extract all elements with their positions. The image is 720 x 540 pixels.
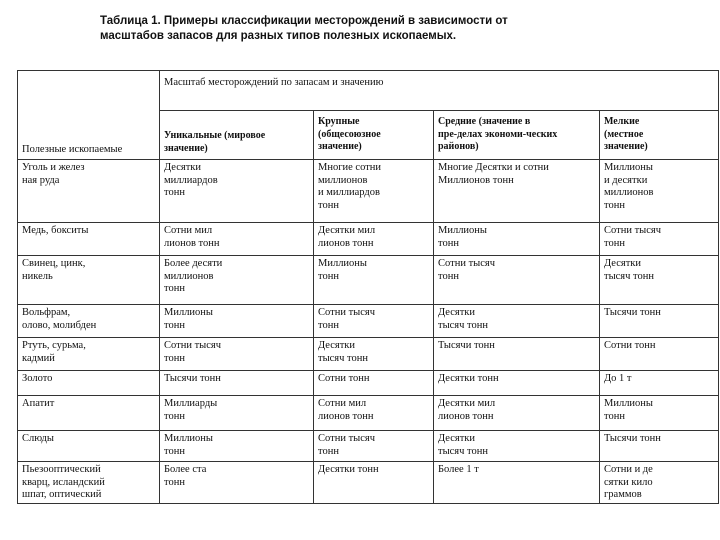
value-line: миллиардов — [164, 174, 218, 186]
table-row — [18, 431, 719, 462]
mineral-name-line: Свинец, цинк, — [22, 258, 86, 269]
mineral-name-line: кадмий — [22, 352, 55, 364]
value-line: тонн — [164, 283, 185, 294]
value-cell-unique — [160, 223, 314, 256]
value-cell-small — [600, 160, 719, 223]
mineral-cell — [18, 396, 160, 431]
value-line: Десятки — [604, 258, 642, 269]
value-line: лионов тонн — [164, 237, 220, 249]
mineral-name-line: Апатит — [22, 398, 55, 409]
column-header-unique — [160, 111, 314, 160]
value-line: лионов тонн — [438, 410, 494, 422]
mineral-name-line: олово, молибден — [22, 319, 97, 331]
value-line: Десятки мил — [318, 225, 376, 236]
deposit-classification-table — [17, 70, 719, 504]
value-cell-small — [600, 396, 719, 431]
value-cell-large — [314, 338, 434, 371]
value-cell-medium — [434, 256, 600, 305]
value-line: лионов тонн — [318, 237, 374, 249]
value-cell-large — [314, 431, 434, 462]
value-line: тонн — [164, 352, 185, 364]
value-cell-large — [314, 396, 434, 431]
mineral-name-line: шпат, оптический — [22, 489, 102, 500]
column-header-line: Средние (значение в — [438, 116, 531, 127]
value-line: Десятки — [164, 162, 202, 173]
mineral-cell — [18, 371, 160, 396]
value-line: Тысячи тонн — [164, 373, 221, 384]
value-line: тысяч тонн — [604, 270, 654, 282]
mineral-name-line: Ртуть, сурьма, — [22, 340, 86, 351]
minerals-header: Полезные ископаемые — [22, 143, 123, 155]
scale-header-cell — [160, 71, 719, 111]
value-cell-small — [600, 462, 719, 504]
column-header-line: районов) — [438, 141, 479, 152]
value-cell-small — [600, 223, 719, 256]
value-line: Десятки тонн — [318, 464, 379, 475]
value-line: тонн — [438, 270, 459, 282]
value-cell-small — [600, 431, 719, 462]
value-line: граммов — [604, 489, 642, 500]
table-row — [18, 160, 719, 223]
value-line: тонн — [164, 187, 185, 198]
mineral-name-line: Слюды — [22, 433, 54, 444]
value-line: миллионов — [604, 187, 654, 198]
value-line: тонн — [318, 199, 339, 211]
value-line: тонн — [318, 445, 339, 457]
value-line: Более 1 т — [438, 464, 479, 475]
mineral-name-line: Уголь и желез — [22, 162, 85, 173]
column-header-small — [600, 111, 719, 160]
value-line: Сотни мил — [318, 398, 367, 409]
caption-line-2: масштабов запасов для разных типов полезных ископаемых. — [100, 30, 457, 42]
mineral-cell — [18, 338, 160, 371]
value-cell-medium — [434, 223, 600, 256]
value-line: Сотни тысяч — [318, 433, 375, 444]
value-line: Сотни тонн — [318, 373, 370, 384]
column-header-medium — [434, 111, 600, 160]
value-cell-unique — [160, 160, 314, 223]
value-cell-medium — [434, 160, 600, 223]
value-line: Тысячи тонн — [604, 307, 661, 318]
mineral-name-line: Медь, бокситы — [22, 225, 89, 236]
value-line: Десятки тонн — [438, 373, 499, 384]
column-header-line: пре-делах экономи-ческих — [438, 128, 558, 140]
mineral-cell — [18, 256, 160, 305]
value-line: сятки кило — [604, 476, 653, 488]
value-cell-small — [600, 338, 719, 371]
value-line: Тысячи тонн — [438, 340, 495, 351]
mineral-name-line: Золото — [22, 373, 53, 384]
value-line: Сотни тысяч — [438, 258, 495, 269]
table-row — [18, 256, 719, 305]
table-row — [18, 371, 719, 396]
table-row — [18, 462, 719, 504]
value-line: Десятки — [438, 433, 476, 444]
value-line: и миллиардов — [318, 187, 380, 198]
table-row — [18, 396, 719, 431]
caption-line-1: Таблица 1. Примеры классификации месторождений в зависимости от — [100, 15, 508, 27]
value-line: Сотни тысяч — [164, 340, 221, 351]
value-cell-unique — [160, 431, 314, 462]
value-line: Сотни тысяч — [318, 307, 375, 318]
value-cell-unique — [160, 371, 314, 396]
value-cell-unique — [160, 462, 314, 504]
column-header-line: значение) — [604, 141, 648, 152]
value-line: Десятки мил — [438, 398, 496, 409]
mineral-name-line: ная руда — [22, 174, 60, 186]
value-cell-unique — [160, 396, 314, 431]
value-cell-large — [314, 305, 434, 338]
value-cell-medium — [434, 371, 600, 396]
value-cell-large — [314, 371, 434, 396]
value-line: Тысячи тонн — [604, 433, 661, 444]
column-header-line: значение) — [318, 141, 362, 152]
value-cell-large — [314, 223, 434, 256]
value-line: и десятки — [604, 174, 648, 186]
table-row — [18, 223, 719, 256]
value-line: Сотни мил — [164, 225, 213, 236]
value-line: миллионов — [164, 270, 214, 282]
value-line: Более десяти — [164, 258, 223, 269]
value-line: Многие Десятки и сотни — [438, 162, 549, 173]
column-header-line: (общесоюзное — [318, 128, 381, 140]
value-cell-small — [600, 256, 719, 305]
value-cell-large — [314, 160, 434, 223]
table-row — [18, 338, 719, 371]
value-line: Миллионы — [604, 162, 653, 173]
value-line: Миллиарды — [164, 398, 218, 409]
mineral-cell — [18, 431, 160, 462]
value-line: Миллионы — [164, 433, 213, 444]
column-header-line: значение) — [164, 142, 208, 154]
value-line: Десятки — [438, 307, 476, 318]
mineral-name-line: никель — [22, 270, 53, 282]
column-header-line: Уникальные (мировое — [164, 130, 266, 141]
value-line: До 1 т — [604, 373, 632, 384]
value-line: тонн — [164, 445, 185, 457]
value-line: лионов тонн — [318, 410, 374, 422]
value-line: тонн — [438, 237, 459, 249]
mineral-cell — [18, 160, 160, 223]
column-header-line: Крупные — [318, 116, 360, 127]
value-cell-medium — [434, 462, 600, 504]
value-line: тонн — [164, 319, 185, 331]
value-cell-unique — [160, 305, 314, 338]
value-line: Более ста — [164, 464, 207, 475]
mineral-name-line: Вольфрам, — [22, 307, 71, 318]
mineral-cell — [18, 462, 160, 504]
value-cell-medium — [434, 396, 600, 431]
mineral-name-line: кварц, исландский — [22, 476, 105, 488]
value-cell-unique — [160, 338, 314, 371]
value-line: Многие сотни — [318, 162, 382, 173]
value-line: Миллионы — [604, 398, 653, 409]
value-line: Сотни тысяч — [604, 225, 661, 236]
value-line: Сотни тонн — [604, 340, 656, 351]
value-cell-medium — [434, 338, 600, 371]
value-line: Миллионы — [438, 225, 487, 236]
value-line: тысяч тонн — [438, 445, 488, 457]
value-cell-medium — [434, 305, 600, 338]
value-cell-large — [314, 256, 434, 305]
value-line: Миллионы — [318, 258, 367, 269]
value-line: тонн — [318, 319, 339, 331]
value-line: Миллионы — [164, 307, 213, 318]
table-caption — [100, 14, 570, 44]
value-line: тысяч тонн — [318, 352, 368, 364]
value-line: тонн — [604, 199, 625, 211]
minerals-header-cell — [18, 71, 160, 160]
value-cell-small — [600, 305, 719, 338]
value-line: Миллионов тонн — [438, 174, 514, 186]
mineral-cell — [18, 223, 160, 256]
value-line: Сотни и де — [604, 464, 653, 475]
mineral-name-line: Пьезооптический — [22, 464, 101, 475]
value-cell-large — [314, 462, 434, 504]
value-line: тонн — [604, 410, 625, 422]
value-cell-small — [600, 371, 719, 396]
value-cell-medium — [434, 431, 600, 462]
value-line: тонн — [164, 476, 185, 488]
column-header-line: Мелкие — [604, 116, 640, 127]
column-header-large — [314, 111, 434, 160]
scale-header: Масштаб месторождений по запасам и значению — [164, 77, 384, 88]
value-line: тонн — [318, 270, 339, 282]
value-line: миллионов — [318, 174, 368, 186]
table-row — [18, 305, 719, 338]
value-cell-unique — [160, 256, 314, 305]
value-line: Десятки — [318, 340, 356, 351]
value-line: тысяч тонн — [438, 319, 488, 331]
value-line: тонн — [604, 237, 625, 249]
value-line: тонн — [164, 410, 185, 422]
mineral-cell — [18, 305, 160, 338]
column-header-line: (местное — [604, 128, 644, 140]
